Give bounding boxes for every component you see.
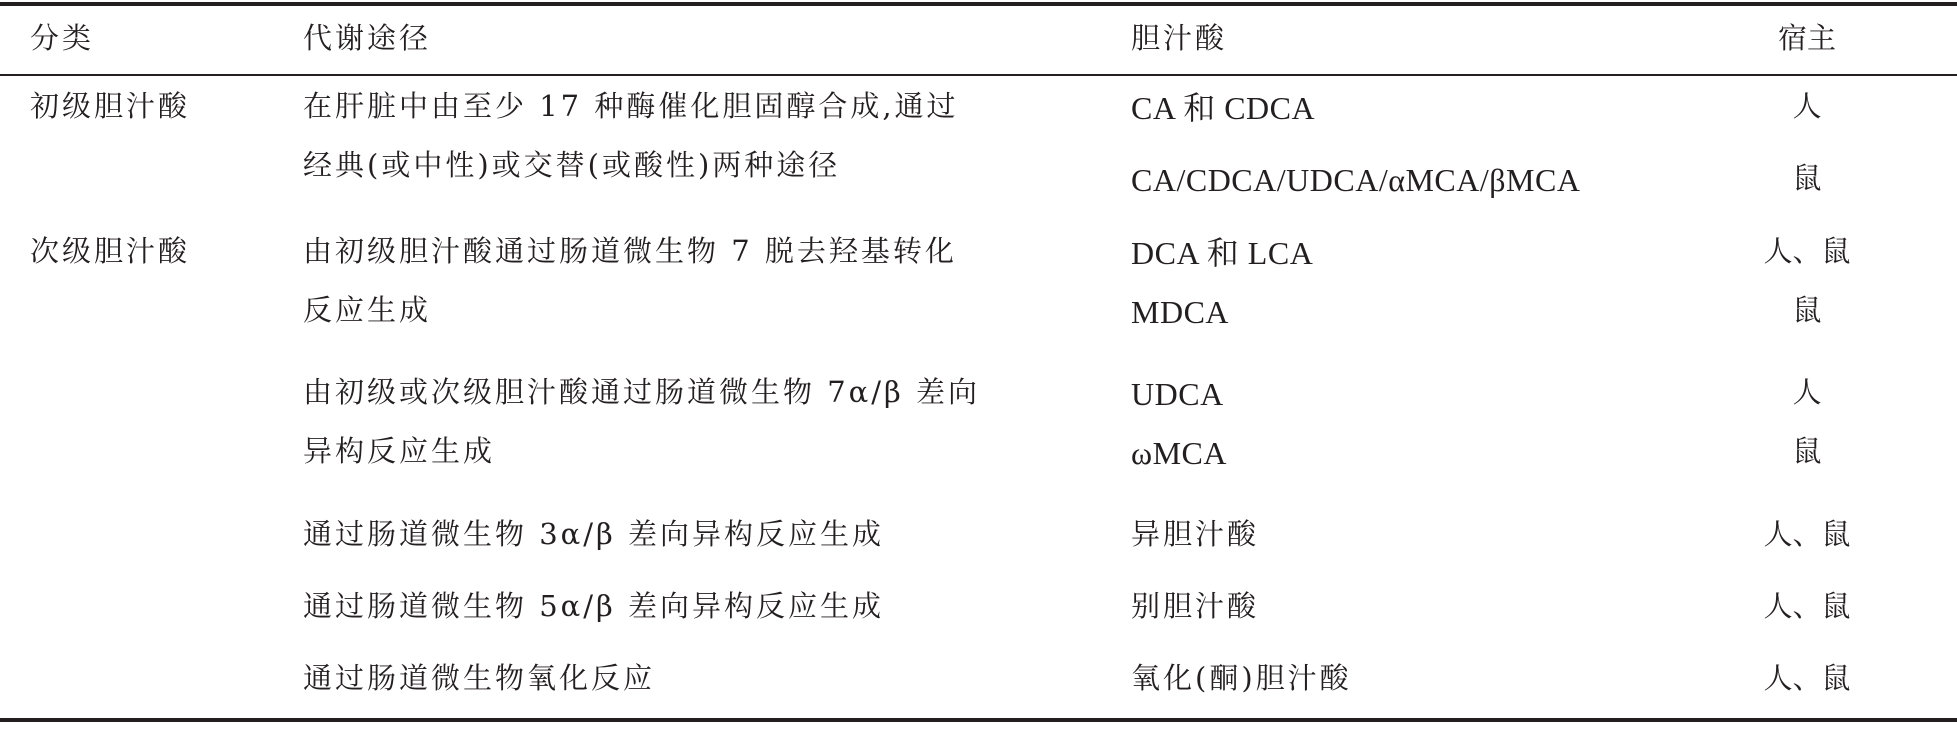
bile-acid-cell: ωMCA bbox=[1131, 435, 1227, 471]
host-cell: 鼠 bbox=[1792, 161, 1822, 195]
host-cell: 人 bbox=[1792, 375, 1822, 409]
header-category: 分类 bbox=[30, 21, 95, 55]
pathway-line: 在肝脏中由至少 17 种酶催化胆固醇合成,通过 bbox=[303, 89, 959, 123]
top-rule bbox=[0, 2, 1957, 6]
pathway-line: 通过肠道微生物 5α/β 差向异构反应生成 bbox=[303, 589, 885, 623]
header-pathway: 代谢途径 bbox=[303, 21, 432, 55]
category-secondary: 次级胆汁酸 bbox=[30, 234, 191, 268]
pathway-line: 反应生成 bbox=[303, 293, 432, 327]
host-cell: 人、鼠 bbox=[1763, 234, 1851, 268]
header-host: 宿主 bbox=[1777, 21, 1836, 55]
pathway-line: 通过肠道微生物 3α/β 差向异构反应生成 bbox=[303, 517, 885, 551]
host-cell: 鼠 bbox=[1792, 293, 1822, 327]
host-cell: 人、鼠 bbox=[1763, 517, 1851, 551]
bile-acid-cell: 氧化(酮)胆汁酸 bbox=[1131, 661, 1352, 695]
pathway-line: 由初级或次级胆汁酸通过肠道微生物 7α/β 差向 bbox=[303, 375, 981, 409]
bile-acid-cell: 别胆汁酸 bbox=[1131, 589, 1260, 623]
header-rule bbox=[0, 74, 1957, 76]
host-cell: 人、鼠 bbox=[1763, 661, 1851, 695]
host-cell: 人 bbox=[1792, 89, 1822, 123]
bile-acid-cell: MDCA bbox=[1131, 294, 1230, 330]
header-bile-acid: 胆汁酸 bbox=[1131, 21, 1228, 55]
bile-acid-cell: CA/CDCA/UDCA/αMCA/βMCA bbox=[1131, 162, 1581, 198]
bile-acid-cell: 异胆汁酸 bbox=[1131, 517, 1260, 551]
pathway-line: 经典(或中性)或交替(或酸性)两种途径 bbox=[303, 148, 841, 182]
bile-acid-cell: UDCA bbox=[1131, 376, 1224, 412]
pathway-line: 由初级胆汁酸通过肠道微生物 7 脱去羟基转化 bbox=[303, 234, 957, 268]
host-cell: 鼠 bbox=[1792, 434, 1822, 468]
host-cell: 人、鼠 bbox=[1763, 589, 1851, 623]
pathway-line: 通过肠道微生物氧化反应 bbox=[303, 661, 656, 695]
category-primary: 初级胆汁酸 bbox=[30, 89, 191, 123]
bile-acid-cell: DCA 和 LCA bbox=[1131, 235, 1314, 271]
pathway-line: 异构反应生成 bbox=[303, 434, 496, 468]
bottom-rule bbox=[0, 718, 1957, 722]
bile-acid-cell: CA 和 CDCA bbox=[1131, 90, 1316, 126]
